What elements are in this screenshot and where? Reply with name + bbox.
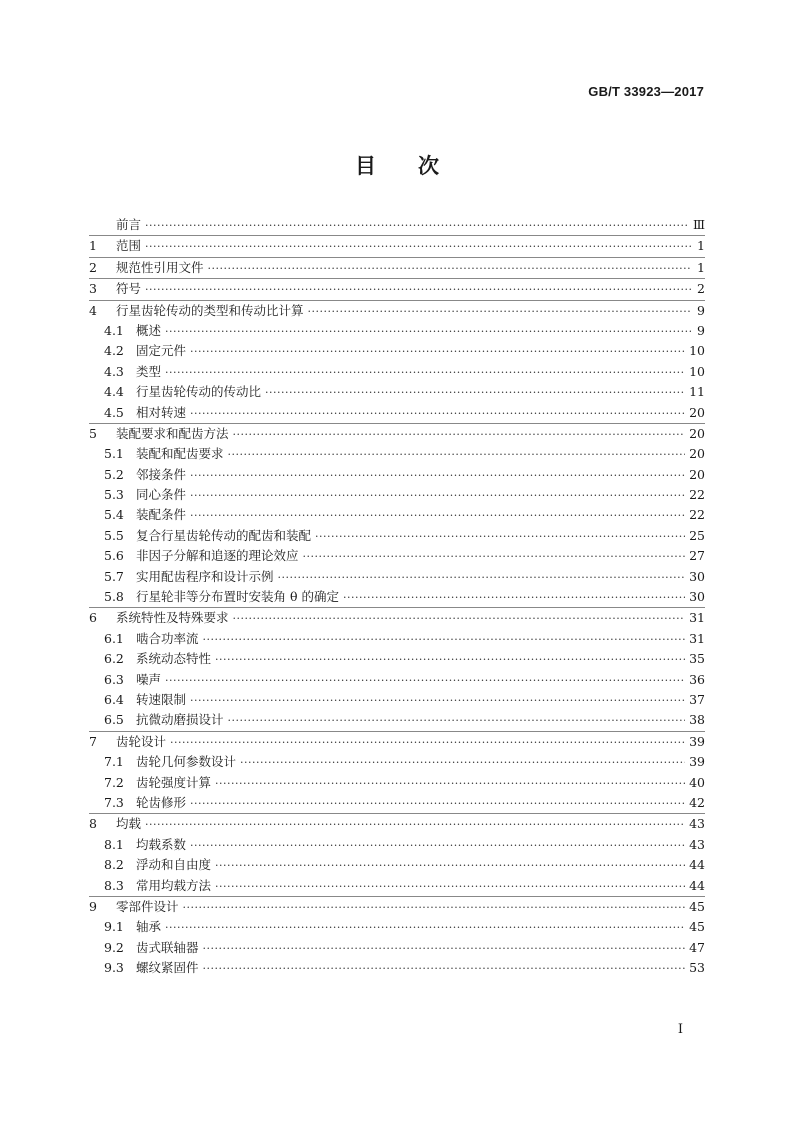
toc-entry-number: 6.1 [104, 630, 124, 646]
toc-entry-number: 6.5 [104, 712, 124, 728]
toc-entry[interactable] [89, 587, 705, 607]
toc-leader-dots [190, 345, 685, 358]
toc-entry-number: 7 [89, 733, 97, 749]
toc-entry-label: 装配和配齿要求 [136, 446, 224, 462]
toc-entry-page: 20 [689, 404, 705, 420]
toc-entry-number: 4 [89, 302, 97, 318]
toc-entry-number: 5.6 [104, 548, 124, 564]
toc-entry-label: 零部件设计 [116, 898, 179, 914]
toc-entry-label: 邻接条件 [136, 466, 187, 482]
toc-leader-dots [228, 714, 686, 727]
toc-entry-label: 齿轮几何参数设计 [136, 754, 237, 770]
toc-entry-page: 27 [689, 548, 705, 564]
toc-entry-page: 11 [689, 384, 705, 400]
toc-entry[interactable] [89, 958, 705, 978]
toc-entry[interactable] [89, 773, 705, 793]
toc-leader-dots [165, 674, 685, 687]
toc-entry-label: 常用均载方法 [136, 877, 212, 893]
toc-entry-number: 6 [89, 610, 97, 626]
toc-entry-label: 浮动和自由度 [136, 857, 212, 873]
toc-entry[interactable] [89, 362, 705, 382]
toc-entry-page: 10 [689, 343, 705, 359]
toc-entry-label: 系统特性及特殊要求 [116, 610, 229, 626]
toc-entry-number: 5 [89, 425, 97, 441]
toc-entry-number: 5.8 [104, 589, 124, 605]
toc-leader-dots [203, 633, 686, 646]
toc-entry-label: 噪声 [136, 671, 162, 687]
toc-leader-dots [165, 921, 685, 934]
toc-leader-dots [190, 839, 685, 852]
toc-leader-dots [145, 240, 691, 253]
toc-entry-page: 39 [689, 754, 705, 770]
toc-entry[interactable] [89, 526, 705, 546]
toc-entry-page: 9 [697, 322, 705, 338]
toc-leader-dots [190, 407, 685, 420]
toc-leader-dots [228, 448, 686, 461]
toc-entry-page: 20 [689, 425, 705, 441]
toc-entry-page: 43 [689, 816, 705, 832]
toc-leader-dots [233, 612, 686, 625]
toc-entry-label: 范围 [116, 238, 142, 254]
toc-entry-label: 齿式联轴器 [136, 939, 199, 955]
toc-entry-number: 4.3 [104, 363, 124, 379]
toc-entry-number: 5.5 [104, 527, 124, 543]
toc-entry[interactable] [89, 917, 705, 937]
toc-entry-label: 系统动态特性 [136, 651, 212, 667]
toc-entry[interactable] [89, 629, 705, 649]
toc-entry-page: 36 [689, 671, 705, 687]
toc-entry-page: 45 [689, 919, 705, 935]
toc-leader-dots [165, 325, 691, 338]
toc-leader-dots [145, 219, 689, 232]
toc-entry[interactable] [89, 896, 705, 917]
toc-entry-label: 轮齿修形 [136, 794, 187, 810]
toc-entry-page: 37 [689, 691, 705, 707]
toc-entry-page: 22 [689, 507, 705, 523]
toc-entry-label: 装配要求和配齿方法 [116, 425, 229, 441]
toc-entry-number: 8.1 [104, 836, 124, 852]
toc-entry-label: 非因子分解和追逐的理论效应 [136, 548, 299, 564]
toc-entry-label: 同心条件 [136, 487, 187, 503]
toc-entry-number: 5.3 [104, 487, 124, 503]
toc-entry-label: 均载 [116, 816, 142, 832]
toc-entry-label: 齿轮设计 [116, 733, 167, 749]
toc-entry[interactable] [89, 485, 705, 505]
toc-entry-page: 47 [689, 939, 705, 955]
toc-entry-page: 20 [689, 466, 705, 482]
toc-entry[interactable] [89, 382, 705, 402]
toc-leader-dots [265, 386, 685, 399]
toc-leader-dots [190, 489, 685, 502]
toc-entry-page: 35 [689, 651, 705, 667]
toc-entry[interactable] [89, 607, 705, 628]
toc-entry[interactable] [89, 835, 705, 855]
toc-entry-number: 6.3 [104, 671, 124, 687]
toc-entry[interactable] [89, 235, 705, 256]
toc-entry-page: 42 [689, 794, 705, 810]
table-of-contents [89, 215, 705, 978]
toc-leader-dots [190, 694, 685, 707]
toc-entry-label: 符号 [116, 281, 142, 297]
toc-leader-dots [343, 591, 685, 604]
toc-entry-label: 行星齿轮传动的类型和传动比计算 [116, 302, 304, 318]
toc-leader-dots [233, 428, 686, 441]
toc-entry-page: 31 [689, 610, 705, 626]
toc-entry[interactable] [89, 731, 705, 752]
toc-entry-number: 7.2 [104, 774, 124, 790]
toc-entry-label: 齿轮强度计算 [136, 774, 212, 790]
toc-entry-page: 45 [689, 898, 705, 914]
toc-entry-label: 轴承 [136, 919, 162, 935]
toc-leader-dots [170, 736, 685, 749]
toc-entry[interactable] [89, 876, 705, 896]
toc-entry[interactable] [89, 215, 705, 235]
toc-entry[interactable] [89, 321, 705, 341]
toc-entry-page: 20 [689, 446, 705, 462]
toc-leader-dots [303, 550, 686, 563]
toc-leader-dots [165, 366, 685, 379]
toc-entry[interactable] [89, 793, 705, 813]
toc-entry-number: 9 [89, 898, 97, 914]
toc-entry-number: 4.1 [104, 322, 124, 338]
toc-entry[interactable] [89, 341, 705, 361]
toc-leader-dots [215, 653, 685, 666]
toc-entry-number: 5.1 [104, 446, 124, 462]
toc-entry-label: 抗微动磨损设计 [136, 712, 224, 728]
toc-entry-page: 25 [689, 527, 705, 543]
toc-entry-page: 38 [689, 712, 705, 728]
toc-entry[interactable] [89, 710, 705, 730]
toc-entry[interactable] [89, 465, 705, 485]
toc-entry-page: 43 [689, 836, 705, 852]
toc-entry-label: 前言 [116, 217, 142, 232]
toc-entry-number: 5.7 [104, 568, 124, 584]
toc-leader-dots [208, 262, 691, 275]
toc-entry-number: 9.2 [104, 939, 124, 955]
toc-entry-page: 9 [697, 302, 705, 318]
toc-entry-page: 44 [689, 877, 705, 893]
toc-entry-number: 8.2 [104, 857, 124, 873]
toc-entry-number: 5.2 [104, 466, 124, 482]
toc-entry-page: Ⅲ [692, 217, 705, 232]
toc-entry[interactable] [89, 690, 705, 710]
toc-entry-number: 9.1 [104, 919, 124, 935]
toc-entry-number: 6.4 [104, 691, 124, 707]
toc-entry-label: 概述 [136, 322, 162, 338]
toc-entry-label: 螺纹紧固件 [136, 960, 199, 976]
toc-leader-dots [190, 469, 685, 482]
toc-entry-page: 1 [697, 259, 705, 275]
toc-entry-label: 均载系数 [136, 836, 187, 852]
toc-entry-number: 2 [89, 259, 97, 275]
toc-entry[interactable] [89, 444, 705, 464]
toc-entry-label: 规范性引用文件 [116, 259, 204, 275]
toc-entry-label: 行星轮非等分布置时安装角 θ 的确定 [136, 589, 339, 605]
toc-entry-label: 装配条件 [136, 507, 187, 523]
toc-entry-number: 8 [89, 816, 97, 832]
toc-entry[interactable] [89, 567, 705, 587]
toc-entry-label: 复合行星齿轮传动的配齿和装配 [136, 527, 312, 543]
toc-entry-number: 4.5 [104, 404, 124, 420]
toc-entry[interactable] [89, 505, 705, 525]
toc-entry[interactable] [89, 855, 705, 875]
toc-entry[interactable] [89, 257, 705, 278]
toc-entry-number: 3 [89, 281, 97, 297]
toc-entry[interactable] [89, 423, 705, 444]
toc-entry-page: 10 [689, 363, 705, 379]
toc-entry[interactable] [89, 752, 705, 772]
toc-entry-page: 22 [689, 487, 705, 503]
toc-entry[interactable] [89, 813, 705, 834]
toc-leader-dots [215, 859, 685, 872]
toc-entry-number: 7.1 [104, 754, 124, 770]
toc-entry-label: 相对转速 [136, 404, 187, 420]
toc-entry-label: 转速限制 [136, 691, 187, 707]
toc-entry-label: 啮合功率流 [136, 630, 199, 646]
toc-entry-label: 类型 [136, 363, 162, 379]
toc-entry-label: 行星齿轮传动的传动比 [136, 384, 262, 400]
toc-entry-number: 7.3 [104, 794, 124, 810]
toc-entry-page: 30 [689, 568, 705, 584]
toc-leader-dots [308, 305, 691, 318]
toc-leader-dots [145, 818, 685, 831]
toc-entry-page: 1 [697, 238, 705, 254]
toc-entry-page: 44 [689, 857, 705, 873]
toc-entry-number: 8.3 [104, 877, 124, 893]
toc-leader-dots [145, 283, 691, 296]
toc-leader-dots [190, 797, 685, 810]
toc-leader-dots [190, 509, 685, 522]
toc-entry-number: 1 [89, 238, 97, 254]
toc-leader-dots [215, 777, 685, 790]
toc-entry[interactable] [89, 938, 705, 958]
toc-entry-label: 固定元件 [136, 343, 187, 359]
toc-entry[interactable] [89, 403, 705, 423]
page-title: 目 次 [355, 153, 439, 178]
toc-entry-page: 53 [689, 960, 705, 976]
toc-leader-dots [203, 942, 686, 955]
toc-entry-page: 2 [697, 281, 705, 297]
toc-leader-dots [240, 756, 685, 769]
toc-leader-dots [215, 880, 685, 893]
standard-code: GB/T 33923—2017 [588, 84, 704, 99]
toc-leader-dots [315, 530, 685, 543]
toc-entry-page: 31 [689, 630, 705, 646]
toc-entry-number: 4.4 [104, 384, 124, 400]
toc-entry-number: 4.2 [104, 343, 124, 359]
toc-entry-label: 实用配齿程序和设计示例 [136, 568, 274, 584]
toc-entry-number: 5.4 [104, 507, 124, 523]
toc-leader-dots [203, 962, 686, 975]
toc-entry-page: 40 [689, 774, 705, 790]
toc-entry[interactable] [89, 278, 705, 299]
toc-entry-number: 6.2 [104, 651, 124, 667]
toc-entry[interactable] [89, 649, 705, 669]
toc-entry-page: 39 [689, 733, 705, 749]
toc-leader-dots [183, 901, 686, 914]
toc-entry[interactable] [89, 300, 705, 321]
toc-leader-dots [278, 571, 686, 584]
toc-entry[interactable] [89, 670, 705, 690]
page-number: I [677, 1022, 683, 1037]
toc-entry-number: 9.3 [104, 960, 124, 976]
toc-entry-page: 30 [689, 589, 705, 605]
toc-entry[interactable] [89, 546, 705, 566]
